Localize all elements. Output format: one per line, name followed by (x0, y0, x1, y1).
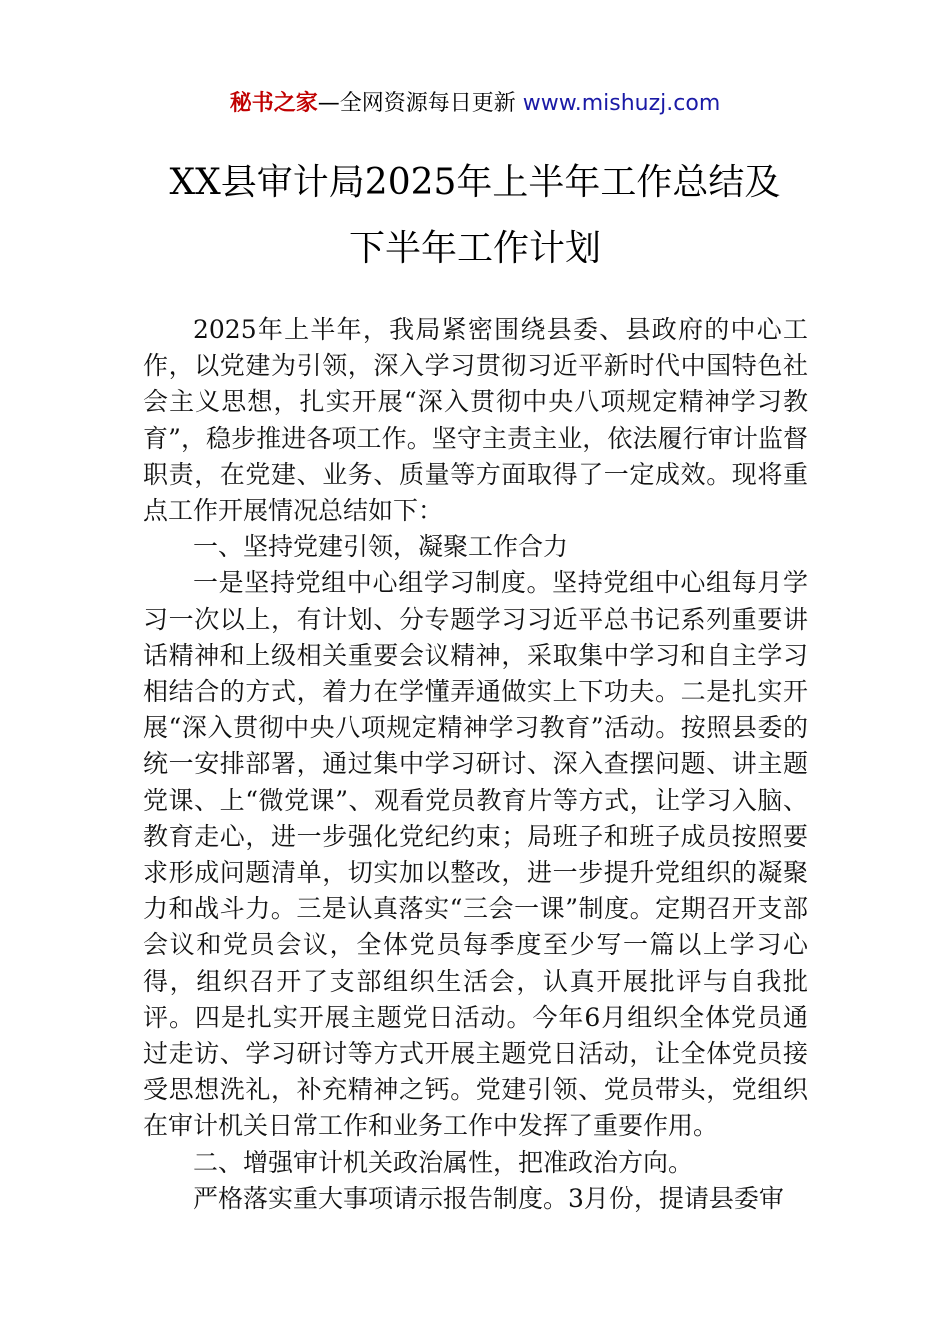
document-title (60, 150, 890, 282)
site-tagline: —全网资源每日更新 (317, 91, 523, 116)
section-heading-2: 二、增强审计机关政治属性，把准政治方向。 (193, 1147, 694, 1177)
section-2-paragraph: 严格落实重大事项请示报告制度。3月份，提请县委审 (193, 1183, 784, 1213)
document-body (143, 312, 808, 1217)
site-brand: 秘书之家 (229, 91, 318, 116)
title-line-2: 下半年工作计划 (348, 228, 601, 269)
site-header (0, 88, 950, 120)
title-line-1: XX县审计局2025年上半年工作总结及 (169, 162, 781, 203)
section-1-paragraph: 一是坚持党组中心组学习制度。坚持党组中心组每月学习一次以上，有计划、分专题学习习近平总书记系列重要讲话精神和上级相关重要会议精神，采取集中学习和自主学习相结合的方式，着力在学懂弄通做实上下功夫。二是扎实开展“深入贯彻中央八项规定精神学习教育”活动。按照县委的统一安排部署，通过集中学习研讨、深入查摆问题、讲主题党课、上“微党课”、观看党员教育片等方式，让学习入脑、教育走心，进一步强化党纪约束；局班子和班子成员按照要求形成问题清单，切实加以整改，进一步提升党组织的凝聚力和战斗力。三是认真落实“三会一课”制度。定期召开支部会议和党员会议，全体党员每季度至少写一篇以上学习心得，组织召开了支部组织生活会，认真开展批评与自我批评。四是扎实开展主题党日活动。今年6月组织全体党员通过走访、学习研讨等方式开展主题党日活动，让全体党员接受思想洗礼，补充精神之钙。党建引领、党员带头，党组织在审计机关日常工作和业务工作中发挥了重要作用。 (143, 568, 808, 1141)
intro-paragraph: 2025年上半年，我局紧密围绕县委、县政府的中心工作，以党建为引领，深入学习贯彻习近平新时代中国特色社会主义思想，扎实开展“深入贯彻中央八项规定精神学习教育”，稳步推进各项工作。坚守主责主业，依法履行审计监督职责，在党建、业务、质量等方面取得了一定成效。现将重点工作开展情况总结如下： (143, 315, 808, 526)
section-heading-1: 一、坚持党建引领，凝聚工作合力 (193, 532, 569, 562)
site-url-link[interactable]: www.mishuzj.com (522, 91, 721, 116)
